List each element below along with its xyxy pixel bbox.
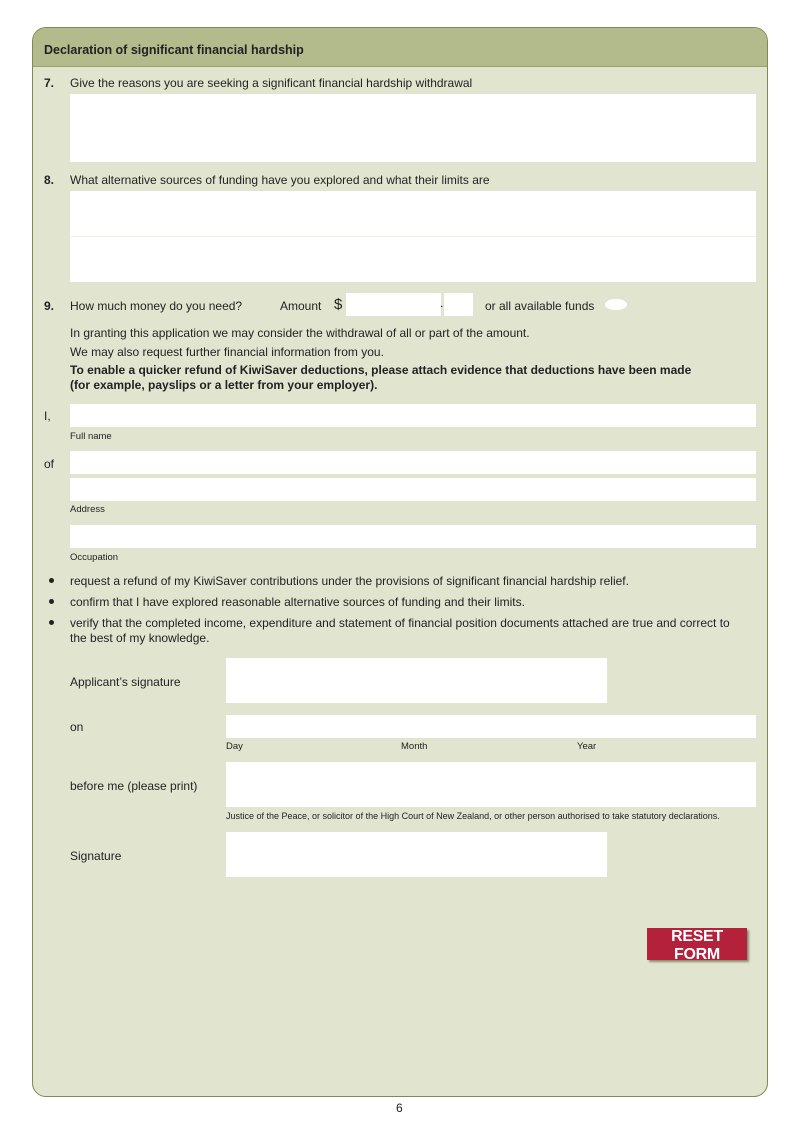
date-input[interactable]	[226, 715, 756, 738]
section-header	[33, 28, 767, 67]
q8-number: 8.	[44, 173, 55, 187]
occupation-label: Occupation	[70, 552, 119, 563]
page-number: 6	[396, 1101, 403, 1115]
field-divider	[70, 236, 756, 237]
bold-note-1: To enable a quicker refund of KiwiSaver deductions, please attach evidence that deductions have been made	[70, 363, 692, 377]
bold-note-2: (for example, payslips or a letter from your employer).	[70, 378, 378, 392]
amount-dollars-input[interactable]	[346, 293, 444, 316]
currency-symbol: $	[334, 296, 343, 313]
bullet-icon	[49, 578, 54, 583]
bullet-icon	[49, 599, 54, 604]
address-line-1-input[interactable]	[70, 451, 756, 474]
all-funds-label: or all available funds	[485, 299, 595, 313]
witness-name-field[interactable]	[226, 762, 756, 807]
bullet-2: confirm that I have explored reasonable alternative sources of funding and their limits.	[70, 595, 525, 609]
q9-text: How much money do you need?	[70, 299, 243, 313]
full-name-label: Full name	[70, 431, 112, 442]
bullet-3: verify that the completed income, expenditure and statement of financial position documents attached are true and correct to	[70, 616, 730, 630]
before-me-label: before me (please print)	[70, 779, 198, 793]
q8-text: What alternative sources of funding have you explored and what their limits are	[70, 173, 490, 187]
q8-funding-field[interactable]	[70, 191, 756, 282]
signature-label: Signature	[70, 849, 122, 863]
section-title: Declaration of significant financial hardship	[44, 43, 304, 57]
applicant-signature-label: Applicant’s signature	[70, 675, 181, 689]
day-label: Day	[226, 741, 243, 752]
bullet-icon	[49, 620, 54, 625]
q9-number: 9.	[44, 299, 55, 313]
address-line-2-input[interactable]	[70, 478, 756, 501]
of-label: of	[44, 457, 55, 471]
q7-reasons-field[interactable]	[70, 94, 756, 162]
month-label: Month	[401, 741, 428, 752]
all-funds-radio[interactable]	[605, 299, 627, 310]
applicant-signature-field[interactable]	[226, 658, 607, 703]
full-name-input[interactable]	[70, 404, 756, 427]
witness-signature-field[interactable]	[226, 832, 607, 877]
year-label: Year	[577, 741, 597, 752]
address-label: Address	[70, 504, 105, 515]
on-label: on	[70, 720, 84, 734]
q7-number: 7.	[44, 76, 55, 90]
declaration-panel	[32, 27, 768, 1097]
occupation-input[interactable]	[70, 525, 756, 548]
decimal-point: .	[440, 296, 444, 310]
bullet-3-cont: the best of my knowledge.	[70, 631, 210, 645]
amount-cents-input[interactable]	[444, 293, 473, 316]
note-2: We may also request further financial information from you.	[70, 345, 384, 359]
note-1: In granting this application we may consider the withdrawal of all or part of the amount.	[70, 326, 530, 340]
bullet-1: request a refund of my KiwiSaver contributions under the provisions of significant financial hardship relief.	[70, 574, 629, 588]
q7-text: Give the reasons you are seeking a significant financial hardship withdrawal	[70, 76, 473, 90]
i-label: I,	[44, 409, 51, 423]
amount-label: Amount	[280, 299, 322, 313]
reset-form-button[interactable]: RESET FORM	[647, 928, 747, 960]
jp-note: Justice of the Peace, or solicitor of the High Court of New Zealand, or other person authorised to take statutory declarations.	[226, 811, 720, 821]
